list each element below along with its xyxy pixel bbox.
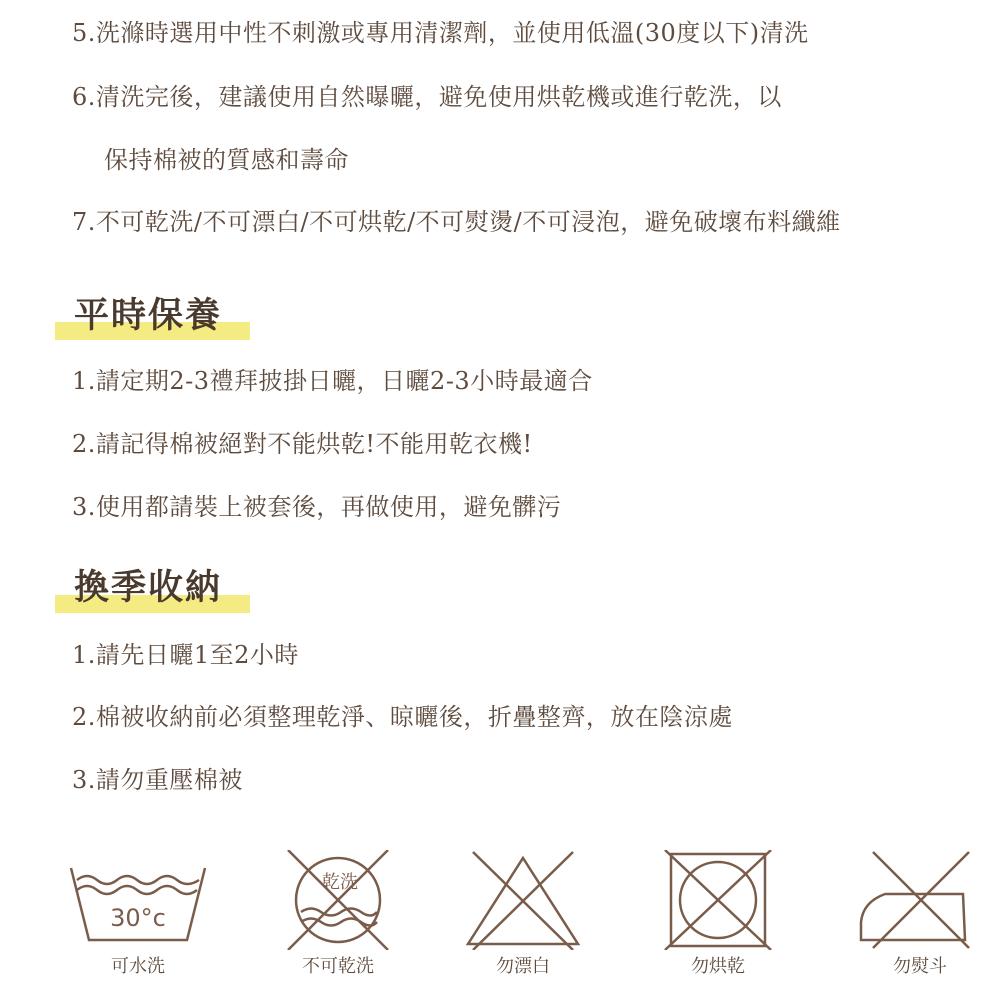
no-tumble-dry-icon	[643, 850, 793, 950]
daily-care-item-3: 3.使用都請裝上被套後，再做使用，避免髒污	[72, 493, 562, 521]
care-symbol-no-iron	[845, 850, 995, 990]
daily-care-item-2: 2.請記得棉被絕對不能烘乾!不能用乾衣機!	[72, 430, 533, 458]
daily-care-title: 平時保養	[74, 295, 223, 336]
daily-care-item-1: 1.請定期2-3禮拜披掛日曬，日曬2-3小時最適合	[72, 367, 593, 395]
care-symbol-hand-wash	[63, 850, 213, 990]
hand-wash-30-icon	[63, 850, 213, 950]
seasonal-storage-item-1: 1.請先日曬1至2小時	[72, 641, 299, 669]
care-label-no-iron: 勿熨斗	[893, 956, 947, 977]
care-label-no-dry-clean: 不可乾洗	[302, 956, 374, 977]
care-label-no-tumble-dry: 勿烘乾	[691, 956, 745, 977]
no-dry-clean-icon	[263, 850, 413, 950]
washing-line-7: 7.不可乾洗/不可漂白/不可烘乾/不可熨燙/不可浸泡，避免破壞布料纖維	[72, 208, 841, 236]
care-symbol-no-bleach	[448, 850, 598, 990]
care-label-hand-wash: 可水洗	[111, 956, 165, 977]
seasonal-storage-title: 換季收納	[74, 567, 223, 608]
washing-line-6-continued: 保持棉被的質感和壽命	[104, 146, 349, 174]
care-symbol-no-dry-clean	[263, 850, 413, 990]
care-symbol-no-tumble-dry	[643, 850, 793, 990]
washing-line-5: 5.洗滌時選用中性不刺激或專用清潔劑，並使用低溫(30度以下)清洗	[72, 19, 809, 47]
dry-clean-text: 乾洗	[322, 872, 358, 893]
no-bleach-icon	[448, 850, 598, 950]
no-iron-icon	[845, 850, 995, 950]
wash-temperature: 30°c	[110, 904, 166, 932]
seasonal-storage-item-3: 3.請勿重壓棉被	[72, 766, 243, 794]
care-label-no-bleach: 勿漂白	[496, 956, 550, 977]
washing-line-6: 6.清洗完後，建議使用自然曝曬，避免使用烘乾機或進行乾洗，以	[72, 83, 782, 111]
seasonal-storage-item-2: 2.棉被收納前必須整理乾淨、晾曬後，折疊整齊，放在陰涼處	[72, 703, 733, 731]
